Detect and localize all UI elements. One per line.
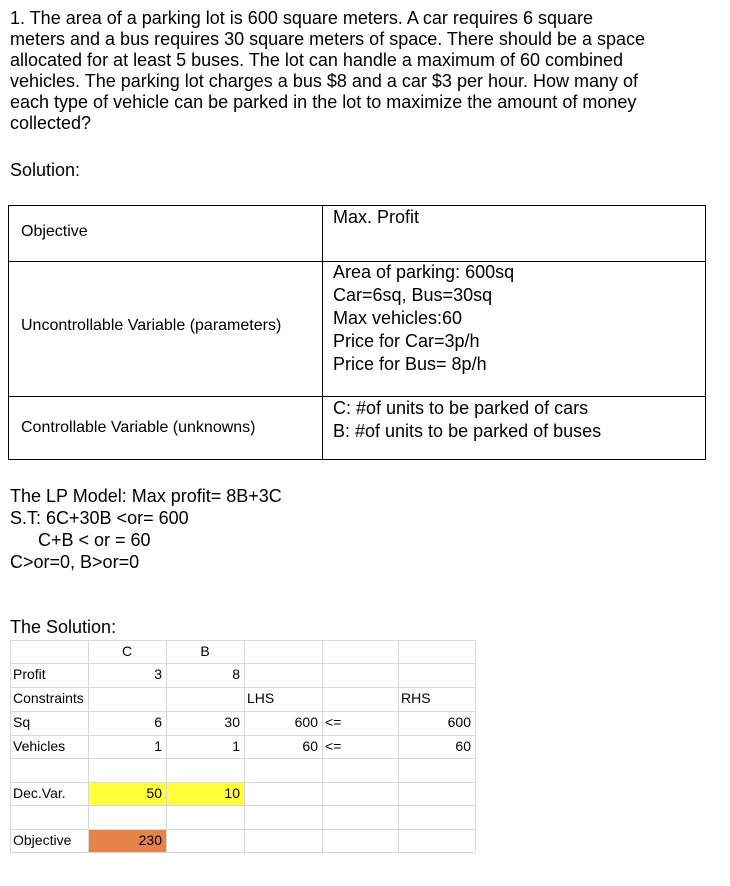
parameter-line: Price for Bus= 8p/h: [333, 354, 487, 374]
sq-c-cell: 6: [154, 714, 162, 730]
vehicles-operator-cell: <=: [325, 738, 342, 754]
objective-value-cell: 230: [138, 832, 162, 848]
uncontrollable-label: Uncontrollable Variable (parameters): [21, 317, 282, 334]
grid-line: [10, 640, 11, 852]
controllable-values: [333, 397, 601, 443]
objective-value: Max. Profit: [333, 207, 420, 227]
controllable-label: Controllable Variable (unknowns): [21, 419, 256, 436]
grid-line: [475, 640, 476, 852]
problem-line: vehicles. The parking lot charges a bus $8 and a car $3 per hour. How many of: [10, 71, 639, 91]
problem-line: allocated for at least 5 buses. The lot can handle a maximum of 60 combined: [10, 50, 624, 70]
vehicles-label: Vehicles: [13, 738, 66, 754]
grid-line: [10, 663, 475, 664]
parameter-line: Max vehicles:60: [333, 308, 463, 328]
rhs-header: RHS: [401, 690, 431, 706]
problem-line: each type of vehicle can be parked in the lot to maximize the amount of money: [10, 92, 637, 112]
parameter-line: Price for Car=3p/h: [333, 331, 480, 351]
grid-line: [10, 829, 475, 830]
parameter-line: Car=6sq, Bus=30sq: [333, 285, 493, 305]
sq-b-cell: 30: [224, 714, 240, 730]
problem-statement: [10, 8, 722, 134]
problem-line: collected?: [10, 113, 92, 133]
grid-line: [10, 758, 475, 759]
lp-model-line: The LP Model: Max profit= 8B+3C: [10, 486, 282, 506]
problem-line: 1. The area of a parking lot is 600 square meters. A car requires 6 square: [10, 8, 593, 28]
definitions-table: [8, 205, 706, 460]
vehicles-rhs-cell: 60: [455, 738, 471, 754]
profit-label: Profit: [13, 666, 46, 682]
decvar-b-cell: 10: [224, 785, 240, 801]
sq-label: Sq: [13, 714, 31, 730]
lhs-header: LHS: [247, 690, 275, 706]
objective-row-label: Objective: [13, 832, 72, 848]
uncontrollable-values: [333, 261, 514, 376]
vehicles-b-cell: 1: [232, 738, 240, 754]
grid-line: [10, 852, 475, 853]
profit-c-cell: 3: [154, 666, 162, 682]
unknown-line: C: #of units to be parked of cars: [333, 398, 589, 418]
unknown-line: B: #of units to be parked of buses: [333, 421, 602, 441]
parameter-line: Area of parking: 600sq: [333, 262, 515, 282]
grid-line: [322, 640, 323, 852]
constraints-label: Constraints: [13, 690, 84, 706]
problem-line: meters and a bus requires 30 square meters of space. There should be a space: [10, 29, 646, 49]
lp-nonnegativity-line: C>or=0, B>or=0: [10, 552, 140, 572]
column-header-b: B: [200, 643, 210, 659]
profit-b-cell: 8: [232, 666, 240, 682]
solution-heading: Solution:: [10, 160, 81, 180]
decvar-label: Dec.Var.: [13, 785, 66, 801]
grid-line: [10, 805, 475, 806]
lp-constraint-line: S.T: 6C+30B <or= 600: [10, 508, 189, 528]
sq-rhs-cell: 600: [447, 714, 471, 730]
vehicles-c-cell: 1: [154, 738, 162, 754]
sq-operator-cell: <=: [325, 714, 342, 730]
sq-lhs-cell: 600: [294, 714, 318, 730]
column-header-c: C: [121, 643, 133, 659]
vehicles-lhs-cell: 60: [302, 738, 318, 754]
the-solution-heading: The Solution:: [10, 617, 117, 637]
lp-constraint-line: C+B < or = 60: [38, 530, 151, 550]
grid-line: [10, 782, 475, 783]
objective-label: Objective: [21, 223, 88, 240]
decvar-c-cell: 50: [146, 785, 162, 801]
table-divider: [322, 206, 323, 459]
